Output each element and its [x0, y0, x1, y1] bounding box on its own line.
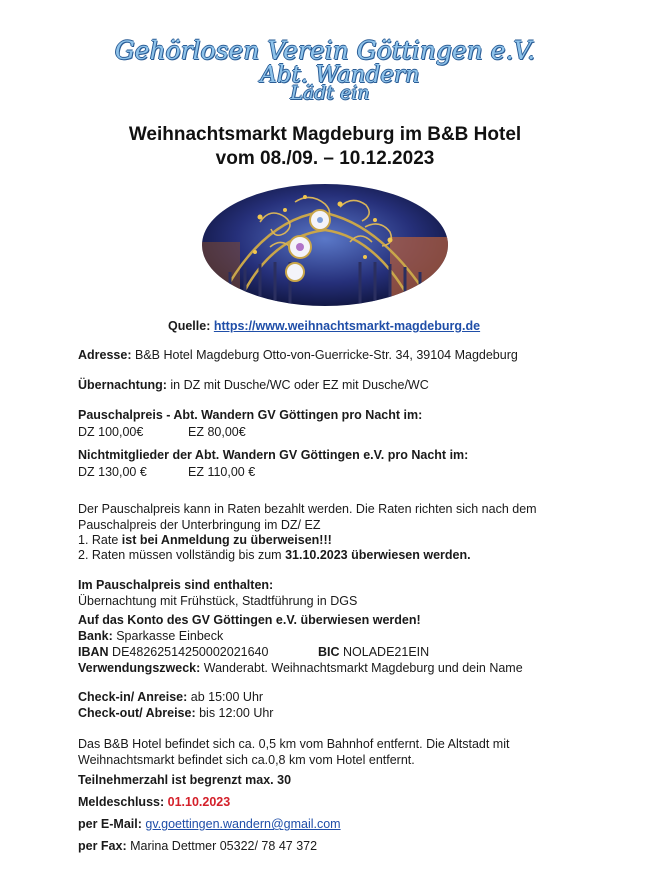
bic-line	[318, 645, 429, 659]
included-heading: Im Pauschalpreis sind enthalten:	[78, 578, 274, 592]
christmas-market-image	[200, 182, 450, 308]
checkout-value: bis 12:00 Uhr	[199, 706, 274, 720]
member-price-dz: DZ 100,00€	[78, 425, 144, 439]
fax-line	[78, 839, 317, 853]
included-value: Übernachtung mit Frühstück, Stadtführung in DGS	[78, 594, 358, 608]
location-line-1: Das B&B Hotel befindet sich ca. 0,5 km vom Bahnhof entfernt. Die Altstadt mit	[78, 737, 510, 751]
nonmember-price-ez: EZ 110,00 €	[188, 465, 256, 479]
installments-line-1: Der Pauschalpreis kann in Raten bezahlt werden. Die Raten richten sich nach dem	[78, 502, 537, 516]
address-label: Adresse:	[78, 348, 132, 362]
rate-2-prefix: 2. Raten müssen vollständig bis zum	[78, 548, 282, 562]
member-price-ez: EZ 80,00€	[188, 425, 246, 439]
bank-heading: Auf das Konto des GV Göttingen e.V. überwiesen werden!	[78, 613, 421, 627]
participants-limit: Teilnehmerzahl ist begrenzt max. 30	[78, 773, 292, 787]
purpose-value: Wanderabt. Weihnachtsmarkt Magdeburg und dein Name	[203, 661, 523, 675]
bic-label: BIC	[318, 645, 340, 659]
address-line	[78, 348, 518, 362]
purpose-line	[78, 661, 523, 675]
checkin-line	[78, 690, 263, 704]
rate-1-prefix: 1. Rate	[78, 533, 119, 547]
event-dates: vom 08./09. – 10.12.2023	[215, 148, 435, 169]
checkout-line	[78, 706, 273, 720]
bank-value: Sparkasse Einbeck	[116, 629, 224, 643]
fax-value: Marina Dettmer 05322/ 78 47 372	[130, 839, 318, 853]
overnight-line	[78, 378, 429, 392]
rate-2-note: 31.10.2023 überwiesen werden.	[285, 548, 471, 562]
source-link[interactable]: https://www.weihnachtsmarkt-magdeburg.de	[213, 319, 481, 333]
purpose-label: Verwendungszweck:	[78, 661, 201, 675]
overnight-label: Übernachtung:	[78, 378, 167, 392]
nonmember-price-dz: DZ 130,00 €	[78, 465, 147, 479]
overnight-value: in DZ mit Dusche/WC oder EZ mit Dusche/WC	[170, 378, 429, 392]
address-value: B&B Hotel Magdeburg Otto-von-Guerricke-Str. 34, 39104 Magdeburg	[134, 348, 518, 362]
email-link[interactable]: gv.goettingen.wandern@gmail.com	[145, 817, 341, 831]
club-name-heading: Gehörlosen Verein Göttingen e.V.	[114, 36, 536, 65]
checkin-value: ab 15:00 Uhr	[190, 690, 264, 704]
event-title: Weihnachtsmarkt Magdeburg im B&B Hotel	[128, 124, 522, 145]
fax-label: per Fax:	[78, 839, 127, 853]
deadline-label: Meldeschluss:	[78, 795, 165, 809]
bank-line	[78, 629, 223, 643]
invitation-heading: Lädt ein	[290, 82, 370, 104]
rate-1-note: ist bei Anmeldung zu überweisen!!!	[121, 533, 332, 547]
iban-line	[78, 645, 268, 659]
rate-2-line	[78, 548, 471, 562]
nonmember-price-heading: Nichtmitglieder der Abt. Wandern GV Göttingen e.V. pro Nacht im:	[78, 448, 469, 462]
location-line-2: Weihnachtsmarkt befindet sich ca.0,8 km vom Hotel entfernt.	[78, 753, 415, 767]
source-line	[168, 319, 480, 333]
email-line	[78, 817, 341, 831]
installments-line-2: Pauschalpreis der Unterbringung im DZ/ EZ	[78, 518, 321, 532]
bank-label: Bank:	[78, 629, 113, 643]
iban-label: IBAN	[78, 645, 109, 659]
email-label: per E-Mail:	[78, 817, 142, 831]
checkin-label: Check-in/ Anreise:	[78, 690, 188, 704]
deadline-line	[78, 795, 230, 809]
member-price-heading: Pauschalpreis - Abt. Wandern GV Göttingen pro Nacht im:	[78, 408, 423, 422]
checkout-label: Check-out/ Abreise:	[78, 706, 196, 720]
iban-value: DE48262514250002021640	[112, 645, 269, 659]
department-heading: Abt. Wandern	[260, 62, 420, 88]
rate-1-line	[78, 533, 332, 547]
deadline-value: 01.10.2023	[167, 795, 231, 809]
bic-value: NOLADE21EIN	[343, 645, 430, 659]
source-label: Quelle:	[168, 319, 211, 333]
